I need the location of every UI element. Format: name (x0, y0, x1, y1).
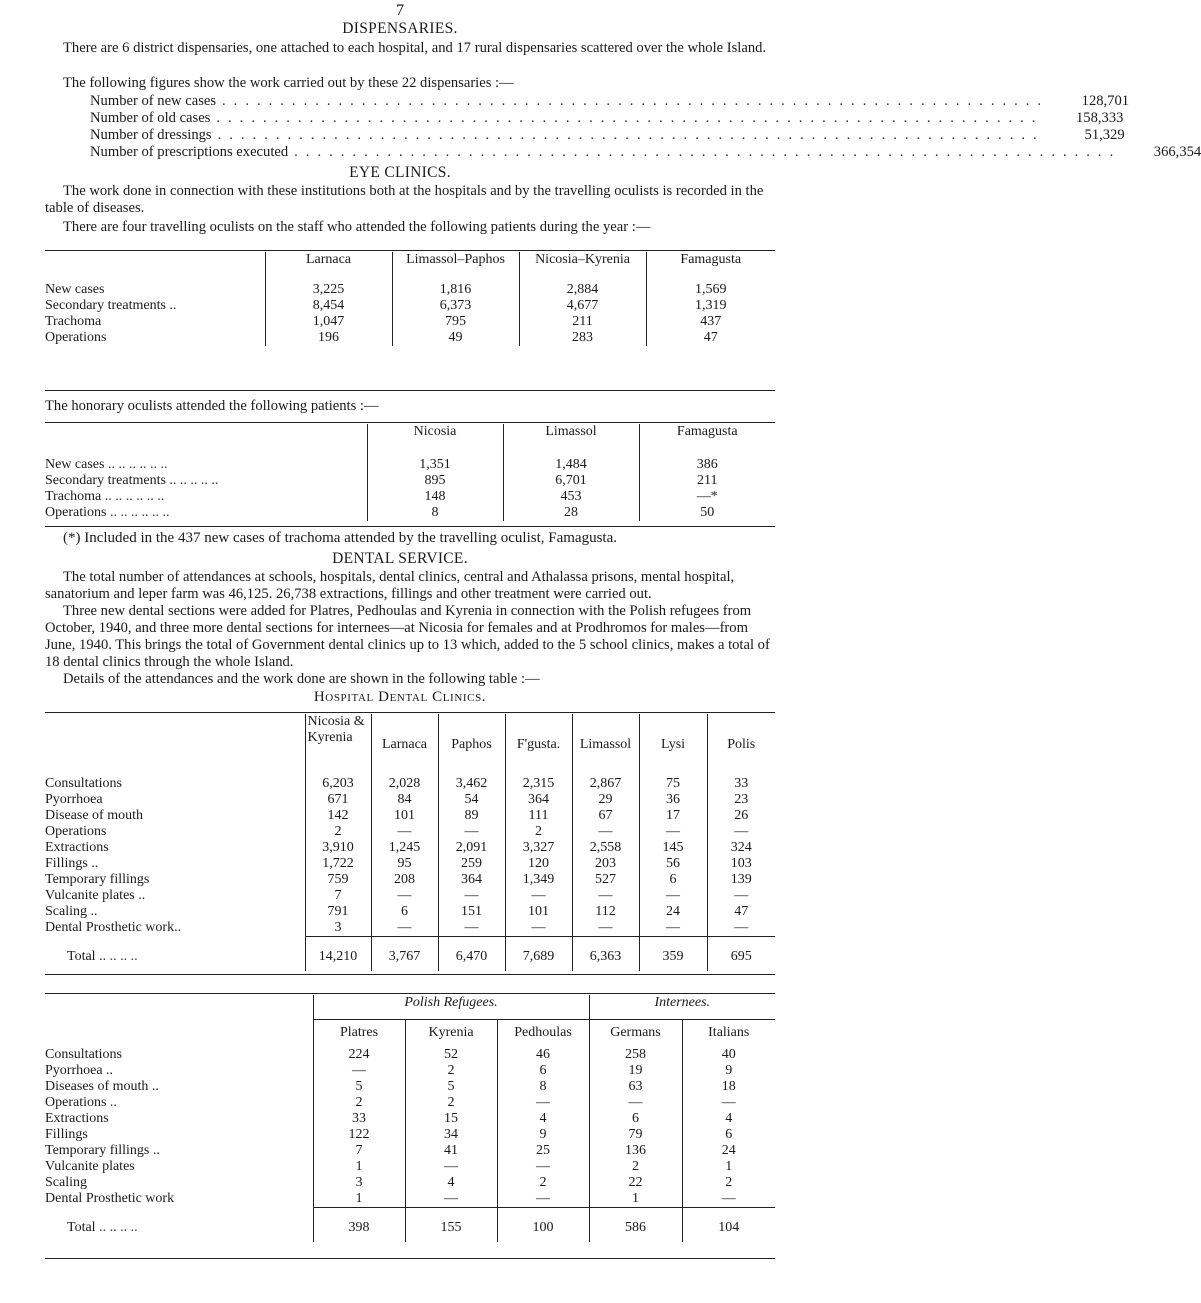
column-header: Nicosia–Kyrenia (519, 252, 646, 282)
hospital-dental-clinics-heading: Hospital Dental Clinics. (313, 689, 487, 705)
summary-row: Number of dressings ....................................................................... 51,329 (90, 127, 1125, 143)
table-row: Trachoma .. .. .. .. .. .. 148 453 —* (45, 489, 775, 505)
table-row: Operations 2 — — 2 — — — (45, 824, 775, 840)
summary-row: Number of new cases ....................................................................... 128,701 (90, 93, 1130, 109)
table-rule (45, 526, 775, 527)
dispensaries-intro-paragraph: There are 6 district dispensaries, one attached to each hospital, and 17 rural dispensaries scattered over the whole Island. (63, 40, 767, 56)
table-rule (45, 390, 775, 391)
table-rule (45, 1258, 775, 1259)
summary-row: Number of old cases ....................................................................... 158,333 (90, 110, 1124, 126)
page-number: 7 (396, 2, 404, 19)
table-row: Scaling .. 791 6 151 101 112 24 47 (45, 904, 775, 920)
table-row: Operations .. .. .. .. .. .. 8 28 50 (45, 505, 775, 521)
eye-clinics-paragraph: The work done in connection with these institutions both at the hospitals and by the travelling oculists is recorded in the table of diseases. (45, 183, 764, 216)
table-row: Dental Prosthetic work.. 3 — — — — — — (45, 920, 775, 937)
table-row: Trachoma 1,047 795 211 437 (45, 314, 775, 330)
table-row: Operations 196 49 283 47 (45, 330, 775, 346)
hospital-dental-clinics-table (45, 714, 775, 971)
column-header: Famagusta (639, 424, 775, 457)
column-header: Nicosia (367, 424, 503, 457)
dispensaries-summary (90, 93, 1201, 161)
group-header-polish-refugees: Polish Refugees. (313, 995, 589, 1019)
table-row: Scaling 3 4 2 22 2 (45, 1175, 775, 1191)
table-row: Vulcanite plates 1 — — 2 1 (45, 1159, 775, 1175)
column-header: Lysi (639, 714, 707, 776)
table-row: Vulcanite plates .. 7 — — — — — — (45, 888, 775, 904)
table-row: Consultations 6,203 2,028 3,462 2,315 2,867 75 33 (45, 776, 775, 792)
table-row: Extractions 3,910 1,245 2,091 3,327 2,558 145 324 (45, 840, 775, 856)
table-row: New cases 3,225 1,816 2,884 1,569 (45, 282, 775, 298)
total-row: Total .. .. .. .. 398 155 100 586 104 (45, 1208, 775, 1242)
column-header: Platres (313, 1019, 405, 1047)
column-header: Limassol–Paphos (392, 252, 519, 282)
table-rule (45, 974, 775, 975)
table-row: Disease of mouth 142 101 89 111 67 17 26 (45, 808, 775, 824)
group-header-internees: Internees. (589, 995, 775, 1019)
table-row: Operations .. 2 2 — — — (45, 1095, 775, 1111)
table-row: Fillings 122 34 9 79 6 (45, 1127, 775, 1143)
refugees-internees-dental-table (45, 995, 775, 1242)
eye-clinics-heading: EYE CLINICS. (349, 164, 451, 181)
table-row: Pyorrhoea .. — 2 6 19 9 (45, 1063, 775, 1079)
summary-row: Number of prescriptions executed ....................................................................... 366,354 (90, 144, 1201, 160)
column-header: Paphos (438, 714, 505, 776)
table-row: Secondary treatments .. 8,454 6,373 4,677 1,319 (45, 298, 775, 314)
table-row: New cases .. .. .. .. .. .. 1,351 1,484 386 (45, 457, 775, 473)
column-header: Polis (707, 714, 775, 776)
travelling-oculists-table (45, 252, 775, 346)
dental-paragraph-3: Details of the attendances and the work done are shown in the following table :— (63, 671, 540, 687)
column-header: Pedhoulas (497, 1019, 589, 1047)
table-rule (45, 993, 775, 994)
dental-paragraph-2: Three new dental sections were added for Platres, Pedhoulas and Kyrenia in connection with the Polish refugees from October, 1940, and three more dental sections for internees—at Nicosia for females and at Prodhromos for males—from June, 1940. This brings the total of Government dental clinics up to 13 which, added to the 5 school clinics, makes a total of 18 dental clinics through the whole Island. (45, 603, 770, 670)
column-header: Germans (589, 1019, 682, 1047)
honorary-oculists-paragraph: The honorary oculists attended the following patients :— (45, 398, 379, 414)
table-row: Fillings .. 1,722 95 259 120 203 56 103 (45, 856, 775, 872)
footnote: (*) Included in the 437 new cases of trachoma attended by the travelling oculist, Famagusta. (63, 530, 617, 546)
table-row: Diseases of mouth .. 5 5 8 63 18 (45, 1079, 775, 1095)
column-header: Larnaca (371, 714, 438, 776)
table-row: Temporary fillings 759 208 364 1,349 527 6 139 (45, 872, 775, 888)
table-rule (45, 422, 775, 423)
dental-service-heading: DENTAL SERVICE. (332, 550, 468, 567)
column-header: Nicosia & Kyrenia (305, 714, 371, 776)
column-header: Kyrenia (405, 1019, 497, 1047)
table-rule (45, 250, 775, 251)
eye-clinics-paragraph-2: There are four travelling oculists on the staff who attended the following patients during the year :— (63, 219, 651, 235)
column-header: Limassol (572, 714, 639, 776)
table-row: Pyorrhoea 671 84 54 364 29 36 23 (45, 792, 775, 808)
honorary-oculists-table (45, 424, 775, 521)
table-row: Extractions 33 15 4 6 4 (45, 1111, 775, 1127)
dispensaries-intro-paragraph-2: The following figures show the work carried out by these 22 dispensaries :— (63, 75, 514, 91)
table-row: Consultations 224 52 46 258 40 (45, 1047, 775, 1063)
table-row: Temporary fillings .. 7 41 25 136 24 (45, 1143, 775, 1159)
table-row: Secondary treatments .. .. .. .. .. 895 6,701 211 (45, 473, 775, 489)
dispensaries-heading: DISPENSARIES. (342, 20, 458, 37)
column-header: F'gusta. (505, 714, 572, 776)
total-row: Total .. .. .. .. 14,210 3,767 6,470 7,689 6,363 359 695 (45, 937, 775, 971)
table-row: Dental Prosthetic work 1 — — 1 — (45, 1191, 775, 1208)
table-rule (45, 712, 775, 713)
dental-paragraph-1: The total number of attendances at schools, hospitals, dental clinics, central and Athalassa prisons, mental hospital, sanatorium and leper farm was 46,125. 26,738 extractions, fillings and other treatment were carried out. (45, 569, 735, 602)
column-header: Larnaca (265, 252, 392, 282)
column-header: Italians (682, 1019, 775, 1047)
column-header: Limassol (503, 424, 639, 457)
column-header: Famagusta (646, 252, 775, 282)
